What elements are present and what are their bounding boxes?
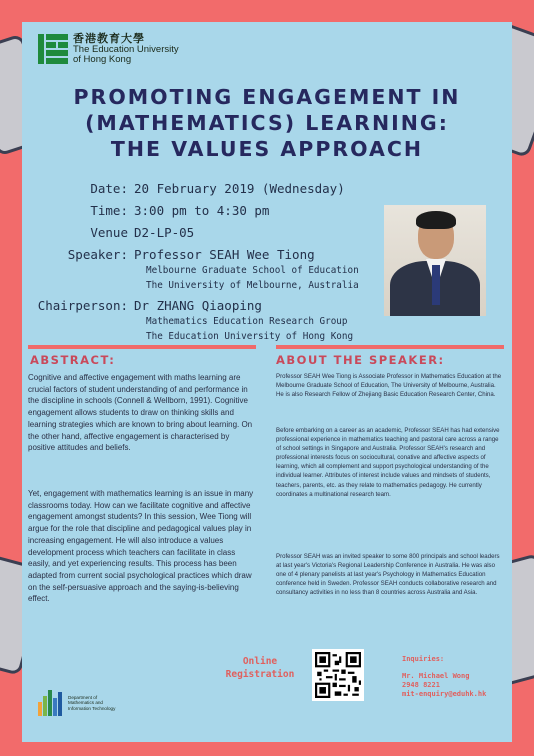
speaker-affiliation-2: The University of Melbourne, Australia xyxy=(146,280,359,291)
registration-qr-code[interactable] xyxy=(312,649,364,701)
speaker-photo xyxy=(384,205,486,316)
chair-affiliation-1: Mathematics Education Research Group xyxy=(146,316,348,327)
inquiries-label: Inquiries: xyxy=(402,655,445,663)
title-line3: THE VALUES APPROACH xyxy=(110,137,424,161)
date-value: 20 February 2019 (Wednesday) xyxy=(134,181,345,196)
speaker-name: Professor SEAH Wee Tiong xyxy=(134,247,315,262)
event-title xyxy=(22,84,512,162)
venue-label: Venue xyxy=(90,225,128,240)
venue-row xyxy=(22,224,382,241)
qr-code-icon xyxy=(315,652,361,698)
title-line1: PROMOTING ENGAGEMENT IN xyxy=(73,85,461,109)
about-paragraph-1: Professor SEAH Wee Tiong is Associate Professor in Mathematics Education at the Melbourne Graduate School of Education, The University of Melbourne, Australia. He is also Research Fellow of Zhejiang Basic Education Research Center, China. xyxy=(276,373,502,399)
about-paragraph-3: Professor SEAH was an invited speaker to some 800 principals and school leaders at last year's Victoria's Regional Leadership Conference in Australia. He was also one of 4 plenary panelists at last year's Psychology in Mathematics Education conference held in Sweden. Professor SEAH conducts collaborative research and consultancy activities in no less than 8 countries across Australia and Asia. xyxy=(276,553,500,597)
chair-affiliation-2: The Education University of Hong Kong xyxy=(146,331,354,342)
date-label: Date: xyxy=(90,181,128,196)
dept-line2: Mathematics and xyxy=(68,700,103,706)
eduhk-logo-icon xyxy=(38,34,68,64)
chair-name: Dr ZHANG Qiaoping xyxy=(134,298,262,313)
time-value: 3:00 pm to 4:30 pm xyxy=(134,203,270,218)
time-row xyxy=(22,202,382,219)
dept-line3: Information Technology xyxy=(68,705,116,711)
time-label: Time: xyxy=(90,203,128,218)
contact-phone: 2948 8221 xyxy=(402,681,440,689)
contact-email[interactable]: mit-enquiry@eduhk.hk xyxy=(402,690,487,698)
department-logo-icon xyxy=(38,690,64,716)
venue-value: D2-LP-05 xyxy=(134,225,195,240)
speaker-affiliation-1: Melbourne Graduate School of Education xyxy=(146,265,359,276)
dept-line1: Department of xyxy=(68,694,98,700)
inquiries-block xyxy=(402,655,486,699)
abstract-heading: ABSTRACT: xyxy=(30,353,116,367)
chair-row xyxy=(22,297,382,314)
about-heading: ABOUT THE SPEAKER: xyxy=(276,353,445,367)
department-logo xyxy=(38,690,115,716)
online-label: Online xyxy=(242,656,278,667)
speaker-label: Speaker: xyxy=(67,247,128,262)
chair-label: Chairperson: xyxy=(37,298,128,313)
about-paragraph-2: Before embarking on a career as an academic, Professor SEAH has had extensive professional experience in mathematics teaching and pastoral care across a range of school settings in Singapore and Australia. Professor SEAH's research and professional interests focus on sociocultural, conative and affective aspects of learning, which all complement and support psychological understanding of the individual learner. Attributes of interest include values and mindsets of students, teachers, parents, etc. as they relate to mathematics pedagogy. He currently coordinates a multinational research team. xyxy=(276,427,500,498)
title-line2: (MATHEMATICS) LEARNING: xyxy=(85,111,449,135)
online-registration-link[interactable] xyxy=(220,655,300,681)
date-row xyxy=(22,180,382,197)
logo-english-line2: of Hong Kong xyxy=(73,54,132,65)
abstract-paragraph-2: Yet, engagement with mathematics learning is an issue in many classrooms today. How can we facilitate cognitive and affective engagement amongst students? In this session, Wee Tiong will argue for the role that discipline and pedagogical values play in increasing engagement. He will also introduce a values development process which teachers can facilitate in class easily, and yet experiencing results. This process has been adapted from current social psychological practices which draw on the self-persuasive approach and the saying-is-believing effect. xyxy=(28,489,254,604)
contact-name: Mr. Michael Wong xyxy=(402,672,470,680)
registration-label: Registration xyxy=(225,669,295,680)
abstract-divider xyxy=(28,345,256,349)
poster-panel xyxy=(22,22,512,742)
abstract-paragraph-1: Cognitive and affective engagement with maths learning are crucial factors of student understanding of and performance in the discipline in schools (Connell & Wellborn, 1991). Cognitive engagement allows students to draw on thinking skills and learning strategies which are known to bring about learning. On the other hand, affective engagement is characterised by positive attitudes and beliefs. xyxy=(28,373,253,453)
event-details xyxy=(22,180,382,344)
speaker-row xyxy=(22,246,382,263)
eduhk-logo xyxy=(38,34,179,66)
logo-chinese-name: 香港教育大學 xyxy=(73,33,145,45)
logo-english-line1: The Education University xyxy=(73,43,179,55)
about-divider xyxy=(276,345,504,349)
